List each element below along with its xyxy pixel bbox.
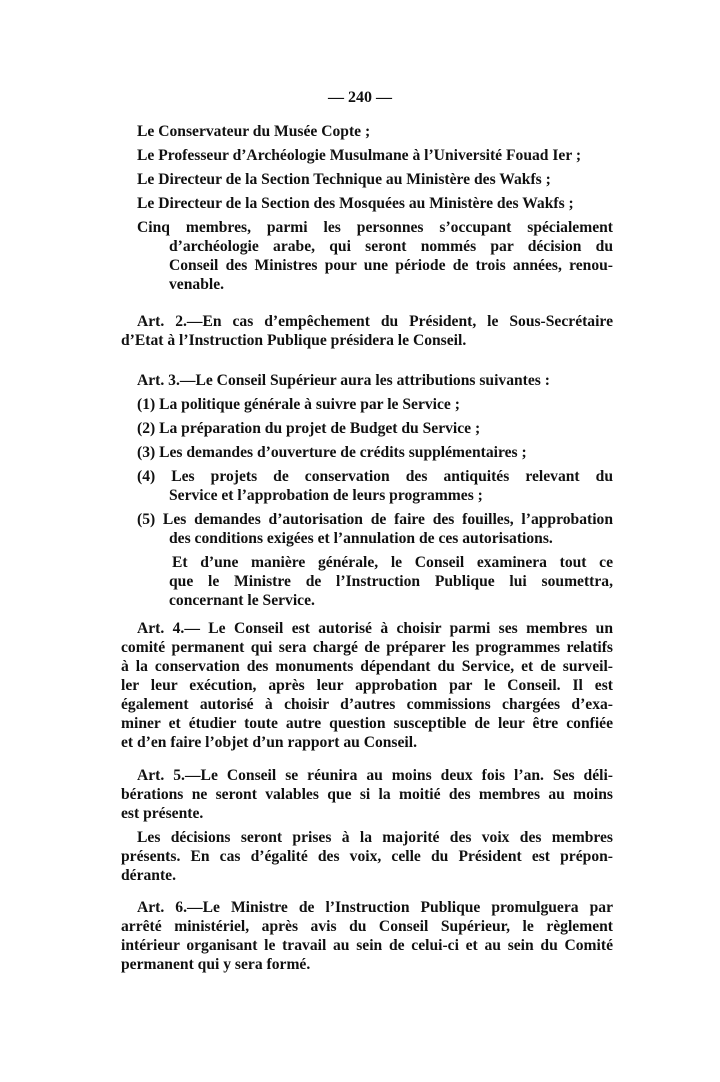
paragraph	[0, 218, 720, 294]
text-line: Art. 3.—Le Conseil Supérieur aura les attributions suivantes :	[137, 372, 550, 389]
text-line: Art. 6.—Le Ministre de l’Instruction Publique promulguera par	[137, 899, 613, 916]
paragraph	[0, 828, 720, 885]
text-line: permanent qui y sera formé.	[121, 956, 311, 973]
text-line: (2) La préparation du projet de Budget du Service ;	[137, 420, 481, 437]
paragraph	[0, 194, 720, 213]
text-line: présents. En cas d’égalité des voix, celle du Président est prépon-	[121, 848, 613, 865]
text-line: comité permanent qui sera chargé de préparer les programmes relatifs	[121, 639, 613, 656]
text-line: Les décisions seront prises à la majorité des voix des membres	[137, 829, 613, 846]
text-line: intérieur organisant le travail au sein de celui-ci et au sein du Comité	[121, 937, 613, 954]
paragraph	[0, 312, 720, 350]
text-line: d’archéologie arabe, qui seront nommés par décision du	[169, 238, 613, 255]
text-line: (3) Les demandes d’ouverture de crédits supplémentaires ;	[137, 444, 527, 461]
text-line: Conseil des Ministres pour une période de trois années, renou-	[169, 257, 613, 274]
text-line: Le Directeur de la Section Technique au Ministère des Wakfs ;	[137, 171, 551, 188]
text-line: d’Etat à l’Instruction Publique présidera le Conseil.	[121, 332, 467, 349]
paragraph	[0, 443, 720, 462]
text-line: Art. 2.—En cas d’empêchement du Président, le Sous-Secrétaire	[137, 313, 613, 330]
paragraph	[0, 170, 720, 189]
paragraph	[0, 146, 720, 165]
text-line: ler leur exécution, après leur approbation par le Conseil. Il est	[121, 677, 613, 694]
text-line: Le Conservateur du Musée Copte ;	[137, 123, 371, 140]
text-line: des conditions exigées et l’annulation de ces autorisations.	[169, 530, 553, 547]
paragraph	[0, 619, 720, 752]
text-line: Le Professeur d’Archéologie Musulmane à l’Université Fouad Ier ;	[137, 147, 582, 164]
text-line: bérations ne seront valables que si la moitié des membres au moins	[121, 786, 613, 803]
text-line: également autorisé à choisir d’autres commissions chargées d’exa-	[121, 696, 613, 713]
text-line: venable.	[169, 276, 225, 293]
paragraph	[0, 766, 720, 823]
text-line: Cinq membres, parmi les personnes s’occupant spécialement	[137, 219, 613, 236]
text-line: que le Ministre de l’Instruction Publique lui soumettra,	[169, 573, 613, 590]
paragraph	[0, 122, 720, 141]
paragraph	[0, 419, 720, 438]
text-line: Art. 4.— Le Conseil est autorisé à choisir parmi ses membres un	[137, 620, 613, 637]
paragraph	[0, 395, 720, 414]
paragraph	[0, 467, 720, 505]
text-line: arrêté ministériel, après avis du Conseil Supérieur, le règlement	[121, 918, 613, 935]
text-line: dérante.	[121, 867, 176, 884]
text-line: à la conservation des monuments dépendant du Service, et de surveil-	[121, 658, 613, 675]
text-line: (4) Les projets de conservation des antiquités relevant du	[137, 468, 613, 485]
text-line: miner et étudier toute autre question susceptible de leur être confiée	[121, 715, 613, 732]
paragraph	[0, 510, 720, 548]
document-body	[0, 122, 720, 974]
text-line: Le Directeur de la Section des Mosquées au Ministère des Wakfs ;	[137, 195, 574, 212]
text-line: concernant le Service.	[169, 592, 315, 609]
paragraph	[0, 898, 720, 974]
paragraph	[0, 553, 720, 610]
text-line: Art. 5.—Le Conseil se réunira au moins deux fois l’an. Ses déli-	[137, 767, 613, 784]
text-line: Service et l’approbation de leurs programmes ;	[169, 487, 483, 504]
text-line: est présente.	[121, 805, 204, 822]
page-number: — 240 —	[328, 89, 392, 106]
text-line: et d’en faire l’objet d’un rapport au Conseil.	[121, 734, 417, 751]
text-line: (1) La politique générale à suivre par le Service ;	[137, 396, 460, 413]
paragraph	[0, 371, 720, 390]
text-line: Et d’une manière générale, le Conseil examinera tout ce	[172, 554, 613, 571]
text-line: (5) Les demandes d’autorisation de faire des fouilles, l’approbation	[137, 511, 613, 528]
